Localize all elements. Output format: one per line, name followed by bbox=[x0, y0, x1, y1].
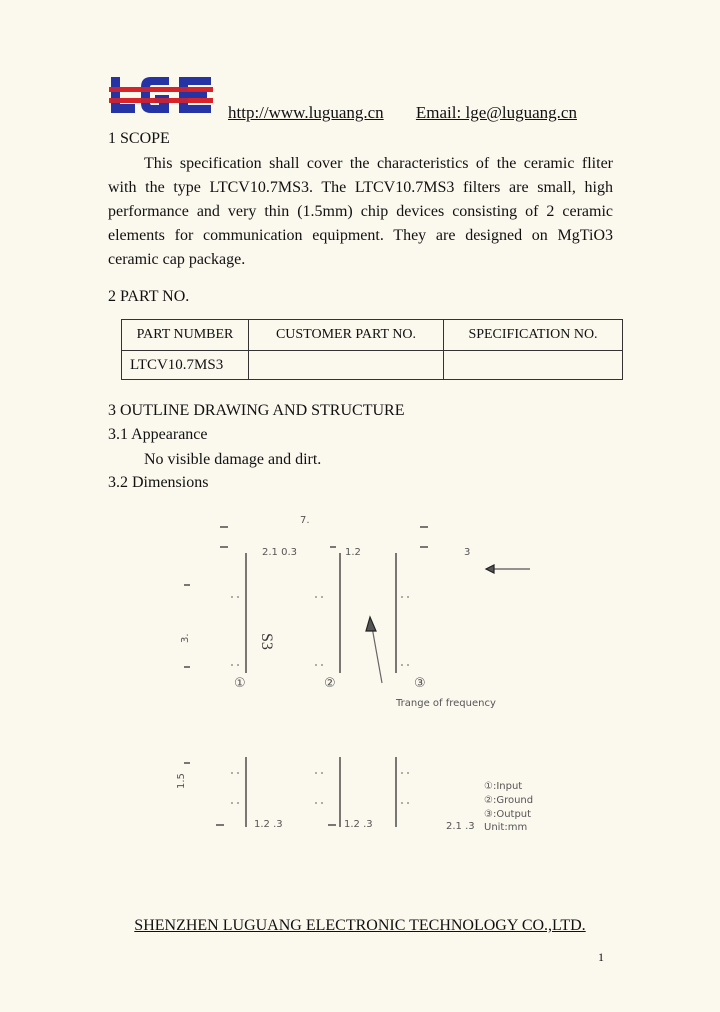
body-marking: S3 bbox=[258, 633, 275, 650]
table-header-cell: CUSTOMER PART NO. bbox=[249, 320, 444, 351]
table-header-cell: PART NUMBER bbox=[122, 320, 249, 351]
section-scope-title: 1 SCOPE bbox=[108, 130, 170, 147]
email-link[interactable]: Email: lge@luguang.cn bbox=[415, 103, 577, 122]
pin-1-label: ① bbox=[234, 676, 246, 691]
company-logo bbox=[109, 76, 213, 114]
dim-a: 2.1 0.3 bbox=[262, 547, 297, 558]
subsection-dimensions-title: 3.2 Dimensions bbox=[108, 474, 209, 491]
table-cell bbox=[249, 351, 444, 380]
dim-c: 3 bbox=[464, 547, 471, 558]
legend-ground: ②:Ground bbox=[484, 795, 534, 806]
table-cell bbox=[444, 351, 623, 380]
legend-output: ③:Output bbox=[484, 809, 532, 820]
dimension-drawing bbox=[150, 505, 570, 835]
table-header-row bbox=[122, 320, 623, 351]
frequency-note: Trange of frequency bbox=[396, 698, 496, 709]
company-footer: SHENZHEN LUGUANG ELECTRONIC TECHNOLOGY CO.,LTD. bbox=[134, 917, 586, 934]
legend-input: ①:Input bbox=[484, 781, 523, 792]
dim-b: 1.2 bbox=[345, 547, 361, 558]
dim-bottom-a: 1.2 .3 bbox=[254, 819, 283, 830]
dim-bottom-b: 1.2 .3 bbox=[344, 819, 373, 830]
header-contact bbox=[228, 103, 577, 123]
table-cell: LTCV10.7MS3 bbox=[122, 351, 249, 380]
table-row bbox=[122, 351, 623, 380]
page-number: 1 bbox=[598, 950, 604, 964]
section-outline-title: 3 OUTLINE DRAWING AND STRUCTURE bbox=[108, 402, 405, 419]
table-header-cell: SPECIFICATION NO. bbox=[444, 320, 623, 351]
dim-side-height: 1.5 bbox=[176, 773, 187, 789]
pin-2-label: ② bbox=[324, 676, 336, 691]
subsection-appearance-body: No visible damage and dirt. bbox=[144, 451, 322, 468]
website-link[interactable]: http://www.luguang.cn bbox=[228, 103, 384, 122]
dim-bottom-c: 2.1 .3 bbox=[446, 821, 475, 832]
section-scope-body: This specification shall cover the characteristics of the ceramic fliter with the type LTCV10.7MS3. The LTCV10.7MS3 filters are small, high performance and very thin (1.5mm) chip devices consisting of 2 ceramic elements for communication equipment. They are designed on MgTiO3 ceramic cap package. bbox=[108, 155, 613, 268]
part-number-table bbox=[121, 319, 623, 380]
dim-height: 3. bbox=[180, 633, 191, 643]
subsection-appearance-title: 3.1 Appearance bbox=[108, 426, 208, 443]
section-partno-title: 2 PART NO. bbox=[108, 288, 190, 305]
dim-top-width: 7. bbox=[300, 515, 310, 526]
pin-3-label: ③ bbox=[414, 676, 426, 691]
legend-unit: Unit:mm bbox=[484, 822, 528, 833]
